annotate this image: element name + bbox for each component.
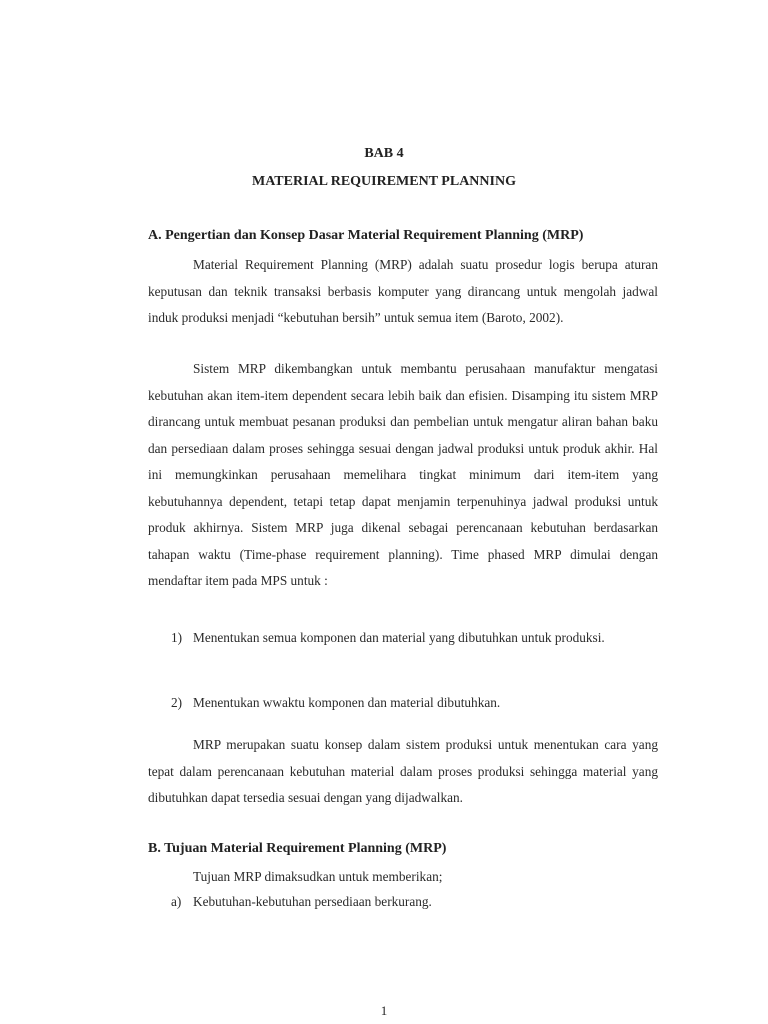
list-item [148,625,658,652]
list-item-text: Menentukan wwaktu komponen dan material dibutuhkan. [193,695,501,710]
chapter-label: BAB 4 [364,146,404,161]
section-b-paragraph-1: Tujuan MRP dimaksudkan untuk memberikan; [193,869,443,884]
page-number: 1 [380,1003,388,1018]
section-a-heading: A. Pengertian dan Konsep Dasar Material Requirement Planning (MRP) [148,228,584,243]
section-b-heading: B. Tujuan Material Requirement Planning (MRP) [148,841,447,856]
list-marker: 1) [171,630,183,645]
list-item-text: Kebutuhan-kebutuhan persediaan berkurang. [193,894,432,909]
list-item [148,690,658,717]
section-a-paragraph-2: Sistem MRP dikembangkan untuk membantu perusahaan manufaktur mengatasi kebutuhan akan item-item dependent secara lebih baik dan efisien. Disamping itu sistem MRP dirancang untuk membuat pesanan produksi dan pembelian untuk mengatur aliran bahan baku dan persediaan dalam proses sehingga sesuai dengan jadwal produksi untuk produk akhir. Hal ini memungkinkan perusahaan memelihara tingkat minimum dari item-item yang kebutuhannya dependent, tetapi tetap dapat menjamin terpenuhinya jadwal produksi untuk produk akhirnya. Sistem MRP juga dikenal sebagai perencanaan kebutuhan berdasarkan tahapan waktu (Time-phase requirement planning). Time phased MRP dimulai dengan mendaftar item pada MPS untuk : [148,361,658,588]
section-a-paragraph-3: MRP merupakan suatu konsep dalam sistem produksi untuk menentukan cara yang tepat dalam perencanaan kebutuhan material dalam proses produksi sehingga material yang dibutuhkan dapat tersedia sesuai dengan yang dijadwalkan. [148,737,658,805]
chapter-title: MATERIAL REQUIREMENT PLANNING [252,174,516,189]
list-marker: 2) [171,695,183,710]
list-item-text: Menentukan semua komponen dan material yang dibutuhkan untuk produksi. [193,630,605,645]
list-marker: a) [171,894,182,909]
section-a-paragraph-1: Material Requirement Planning (MRP) adalah suatu prosedur logis berupa aturan keputusan dan teknik transaksi berbasis komputer yang dirancang untuk mengolah jadwal induk produksi menjadi “kebutuhan bersih” untuk semua item (Baroto, 2002). [148,257,658,325]
list-item [148,889,658,916]
